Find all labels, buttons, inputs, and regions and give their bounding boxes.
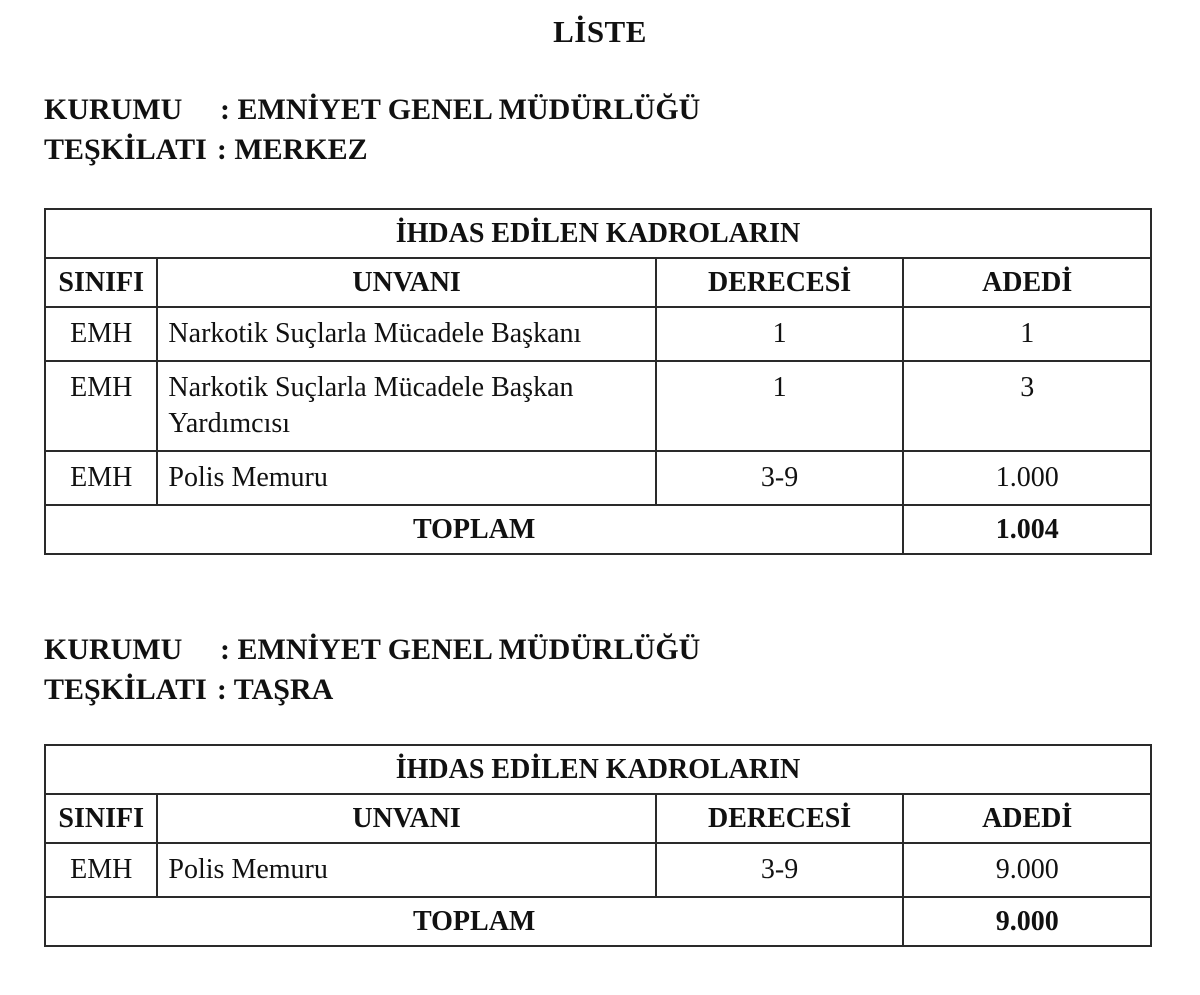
- cell-sinifi: EMH: [45, 843, 157, 897]
- cell-adedi: 3: [903, 361, 1151, 451]
- cell-adedi: 1: [903, 307, 1151, 361]
- teskilati-value: : MERKEZ: [216, 133, 368, 166]
- cell-sinifi: EMH: [45, 307, 157, 361]
- cell-sinifi: EMH: [45, 361, 157, 451]
- cell-unvani: Polis Memuru: [157, 451, 655, 505]
- cell-derecesi: 3-9: [656, 451, 904, 505]
- cell-derecesi: 1: [656, 307, 904, 361]
- cell-derecesi: 3-9: [656, 843, 904, 897]
- table-row: [45, 451, 1151, 505]
- table-row: [45, 843, 1151, 897]
- cell-unvani: Polis Memuru: [157, 843, 655, 897]
- header-derecesi: DERECESİ: [656, 258, 904, 307]
- table-header-row: [45, 794, 1151, 843]
- document-title: LİSTE: [553, 14, 647, 49]
- total-row: [45, 897, 1151, 946]
- kurumu-value: : EMNİYET GENEL MÜDÜRLÜĞÜ: [220, 633, 701, 666]
- header-derecesi: DERECESİ: [656, 794, 904, 843]
- header-unvani: UNVANI: [157, 258, 655, 307]
- table-row: [45, 361, 1151, 451]
- section-header-merkez: [44, 90, 700, 170]
- table-row: [45, 307, 1151, 361]
- header-adedi: ADEDİ: [903, 794, 1151, 843]
- kurumu-value: : EMNİYET GENEL MÜDÜRLÜĞÜ: [220, 93, 701, 126]
- kurumu-label: KURUMU: [44, 93, 183, 126]
- header-sinifi: SINIFI: [45, 794, 157, 843]
- table-caption: İHDAS EDİLEN KADROLARIN: [45, 745, 1151, 794]
- cell-adedi: 1.000: [903, 451, 1151, 505]
- header-unvani: UNVANI: [157, 794, 655, 843]
- total-row: [45, 505, 1151, 554]
- kurumu-line: [44, 90, 700, 130]
- teskilati-value: : TAŞRA: [216, 673, 334, 706]
- cell-derecesi: 1: [656, 361, 904, 451]
- table-header-row: [45, 258, 1151, 307]
- cell-sinifi: EMH: [45, 451, 157, 505]
- cell-adedi: 9.000: [903, 843, 1151, 897]
- total-value: 1.004: [903, 505, 1151, 554]
- total-label: TOPLAM: [45, 897, 903, 946]
- kurumu-line: [44, 630, 700, 670]
- kadro-table-tasra: [44, 744, 1152, 947]
- teskilati-label: TEŞKİLATI: [44, 673, 207, 706]
- header-adedi: ADEDİ: [903, 258, 1151, 307]
- teskilati-line: [44, 130, 700, 170]
- cell-unvani: Narkotik Suçlarla Mücadele Başkan Yardımcısı: [157, 361, 655, 451]
- cell-unvani: Narkotik Suçlarla Mücadele Başkanı: [157, 307, 655, 361]
- header-sinifi: SINIFI: [45, 258, 157, 307]
- table-caption: İHDAS EDİLEN KADROLARIN: [45, 209, 1151, 258]
- teskilati-line: [44, 670, 700, 710]
- kadro-table-merkez: [44, 208, 1152, 555]
- total-value: 9.000: [903, 897, 1151, 946]
- section-header-tasra: [44, 630, 700, 710]
- kurumu-label: KURUMU: [44, 633, 183, 666]
- total-label: TOPLAM: [45, 505, 903, 554]
- teskilati-label: TEŞKİLATI: [44, 133, 207, 166]
